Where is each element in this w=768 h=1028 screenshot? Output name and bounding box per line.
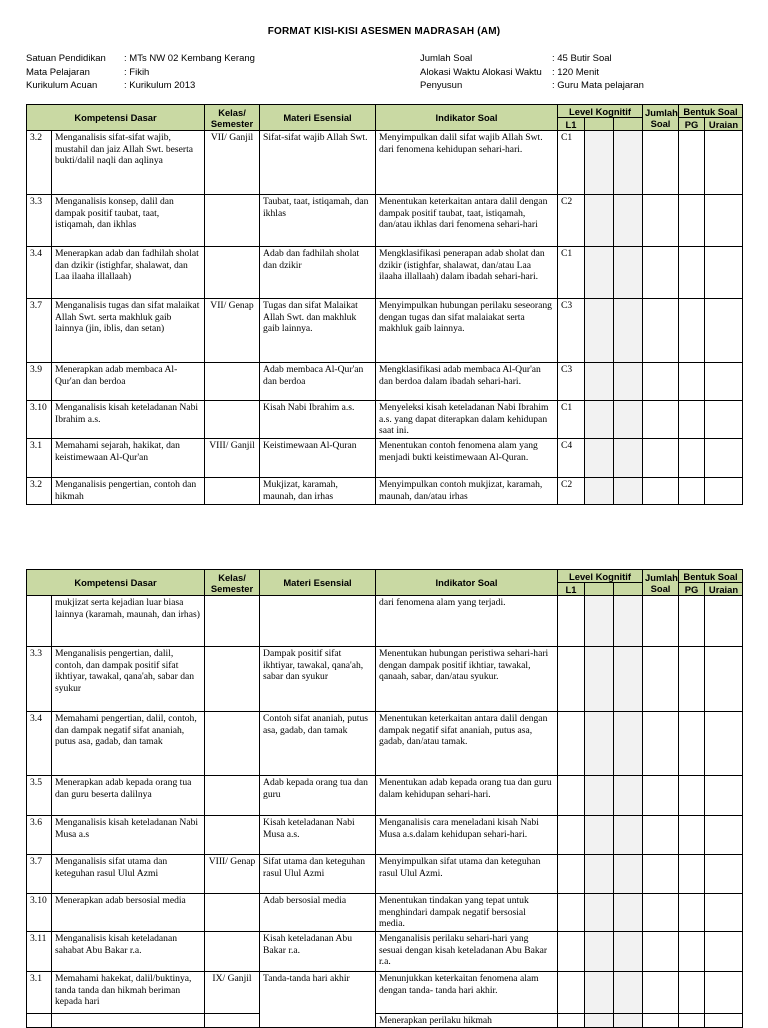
kompetensi-dasar-cell: Menganalisis kisah keteladanan sahabat Abu Bakar r.a. xyxy=(52,932,205,972)
level-l2-cell xyxy=(585,855,614,894)
table-row xyxy=(27,596,743,647)
materi-esensial-cell: Adab dan fadhilah sholat dan dzikir xyxy=(260,247,376,299)
header-l2-blank xyxy=(585,118,614,131)
table-row xyxy=(27,131,743,195)
meta-satuan: Satuan Pendidikan : MTs NW 02 Kembang Kerang xyxy=(26,53,255,64)
jumlah-soal-cell xyxy=(643,596,679,647)
level-l2-cell xyxy=(585,816,614,855)
table-row xyxy=(27,247,743,299)
level-l1-cell: C3 xyxy=(558,299,585,363)
table-row xyxy=(27,855,743,894)
kd-number: 3.10 xyxy=(27,894,52,932)
table-row xyxy=(27,478,743,505)
materi-esensial-cell: Kisah keteladanan Nabi Musa a.s. xyxy=(260,816,376,855)
indikator-soal-cell: Menentukan keterkaitan antara dalil dengan dampak negatif sifat ananiah, putus asa, gadab, dan/atau tamak. xyxy=(376,712,558,776)
header-l1: L1 xyxy=(558,583,585,596)
indikator-soal-cell: Menyimpulkan sifat utama dan keteguhan rasul Ulul Azmi. xyxy=(376,855,558,894)
kelas-semester-cell: VIII/ Ganjil xyxy=(205,439,260,478)
level-l1-cell: C2 xyxy=(558,195,585,247)
kd-number: 3.9 xyxy=(27,363,52,401)
header-uraian: Uraian xyxy=(705,118,743,131)
materi-esensial-cell: Mukjizat, karamah, maunah, dan irhas xyxy=(260,478,376,505)
header-indikator-soal: Indikator Soal xyxy=(376,105,558,131)
kompetensi-dasar-cell: Menganalisis kisah keteladanan Nabi Musa a.s xyxy=(52,816,205,855)
document-title: FORMAT KISI-KISI ASESMEN MADRASAH (AM) xyxy=(267,26,501,37)
materi-esensial-cell: Tugas dan sifat Malaikat Allah Swt. dan makhluk gaib lainnya. xyxy=(260,299,376,363)
header-level-kognitif: Level Kognitif xyxy=(558,570,643,583)
header-bentuk-soal: Bentuk Soal xyxy=(679,105,743,118)
table-row xyxy=(27,972,743,1014)
meta-jumlah-soal: Jumlah Soal : 45 Butir Soal xyxy=(420,53,612,64)
level-l2-cell xyxy=(585,439,614,478)
pg-cell xyxy=(679,247,705,299)
level-l1-cell: C4 xyxy=(558,439,585,478)
jumlah-soal-cell xyxy=(643,816,679,855)
table-row xyxy=(27,816,743,855)
kisi-kisi-table-2 xyxy=(26,569,743,1028)
jumlah-soal-cell xyxy=(643,299,679,363)
meta-kurikulum: Kurikulum Acuan : Kurikulum 2013 xyxy=(26,80,196,91)
jumlah-soal-cell xyxy=(643,195,679,247)
level-l2-cell xyxy=(585,972,614,1014)
meta-left xyxy=(26,52,255,93)
kd-number: 3.3 xyxy=(27,195,52,247)
pg-cell xyxy=(679,776,705,816)
header-bentuk-soal: Bentuk Soal xyxy=(679,570,743,583)
level-l2-cell xyxy=(585,131,614,195)
table-row xyxy=(27,647,743,712)
level-l3-cell xyxy=(614,972,643,1014)
pg-cell xyxy=(679,647,705,712)
kelas-semester-cell xyxy=(205,247,260,299)
kd-number xyxy=(27,596,52,647)
pg-cell xyxy=(679,299,705,363)
jumlah-soal-cell xyxy=(643,855,679,894)
materi-esensial-cell: Kisah keteladanan Abu Bakar r.a. xyxy=(260,932,376,972)
indikator-soal-cell: Menyimpulkan hubungan perilaku seseorang dengan tugas dan sifat malaiakat serta makhluk gaib lainnya. xyxy=(376,299,558,363)
level-l2-cell xyxy=(585,1014,614,1028)
kelas-semester-cell: VII/ Genap xyxy=(205,299,260,363)
meta-right xyxy=(420,52,644,93)
level-l1-cell xyxy=(558,972,585,1014)
pg-cell xyxy=(679,712,705,776)
uraian-cell xyxy=(705,478,743,505)
kd-number: 3.11 xyxy=(27,932,52,972)
level-l2-cell xyxy=(585,894,614,932)
materi-esensial-cell: Sifat-sifat wajib Allah Swt. xyxy=(260,131,376,195)
kelas-semester-cell xyxy=(205,363,260,401)
indikator-soal-cell: Menentukan tindakan yang tepat untuk menghindari dampak negatif bersosial media. xyxy=(376,894,558,932)
kd-number: 3.6 xyxy=(27,816,52,855)
materi-esensial-cell: Sifat utama dan keteguhan rasul Ulul Azmi xyxy=(260,855,376,894)
pg-cell xyxy=(679,932,705,972)
level-l3-cell xyxy=(614,932,643,972)
kelas-semester-cell xyxy=(205,1014,260,1028)
kelas-semester-cell xyxy=(205,776,260,816)
kompetensi-dasar-cell: Menganalisis kisah keteladanan Nabi Ibrahim a.s. xyxy=(52,401,205,439)
kompetensi-dasar-cell: mukjizat serta kejadian luar biasa lainnya (karamah, maunah, dan irhas) xyxy=(52,596,205,647)
level-l1-cell: C3 xyxy=(558,363,585,401)
uraian-cell xyxy=(705,596,743,647)
jumlah-soal-cell xyxy=(643,478,679,505)
kompetensi-dasar-cell: Menganalisis sifat-sifat wajib, mustahil dan jaiz Allah Swt. beserta bukti/dalil naqli dan aqlinya xyxy=(52,131,205,195)
kompetensi-dasar-cell: Menganalisis pengertian, contoh dan hikmah xyxy=(52,478,205,505)
jumlah-soal-cell xyxy=(643,712,679,776)
materi-esensial-cell: Adab membaca Al-Qur'an dan berdoa xyxy=(260,363,376,401)
level-l3-cell xyxy=(614,131,643,195)
level-l3-cell xyxy=(614,247,643,299)
pg-cell xyxy=(679,401,705,439)
kompetensi-dasar-cell xyxy=(52,1014,205,1028)
kd-number: 3.1 xyxy=(27,439,52,478)
uraian-cell xyxy=(705,647,743,712)
level-l1-cell: C1 xyxy=(558,131,585,195)
kelas-semester-cell xyxy=(205,401,260,439)
level-l1-cell xyxy=(558,894,585,932)
uraian-cell xyxy=(705,299,743,363)
header-kompetensi-dasar: Kompetensi Dasar xyxy=(27,105,205,131)
kelas-semester-cell xyxy=(205,932,260,972)
materi-esensial-cell: Taubat, taat, istiqamah, dan ikhlas xyxy=(260,195,376,247)
indikator-soal-cell: Menentukan adab kepada orang tua dan guru dalam kehidupan sehari-hari. xyxy=(376,776,558,816)
jumlah-soal-cell xyxy=(643,439,679,478)
kd-number: 3.1 xyxy=(27,972,52,1014)
level-l1-cell xyxy=(558,932,585,972)
indikator-soal-cell: Menyimpulkan contoh mukjizat, karamah, maunah, dan/atau irhas xyxy=(376,478,558,505)
table-row xyxy=(27,439,743,478)
materi-esensial-cell: Keistimewaan Al-Quran xyxy=(260,439,376,478)
kd-number xyxy=(27,1014,52,1028)
kelas-semester-cell xyxy=(205,816,260,855)
kd-number: 3.5 xyxy=(27,776,52,816)
pg-cell xyxy=(679,131,705,195)
kd-number: 3.2 xyxy=(27,478,52,505)
header-materi-esensial: Materi Esensial xyxy=(260,105,376,131)
header-jumlah-soal: Jumlah Soal xyxy=(643,105,679,131)
level-l1-cell xyxy=(558,596,585,647)
table-row xyxy=(27,299,743,363)
header-pg: PG xyxy=(679,583,705,596)
uraian-cell xyxy=(705,247,743,299)
uraian-cell xyxy=(705,776,743,816)
level-l1-cell xyxy=(558,647,585,712)
kompetensi-dasar-cell: Menganalisis pengertian, dalil, contoh, dan dampak positif sifat ikhtiyar, tawakal, qana'ah, sabar dan syukur xyxy=(52,647,205,712)
level-l3-cell xyxy=(614,1014,643,1028)
jumlah-soal-cell xyxy=(643,401,679,439)
table-row xyxy=(27,363,743,401)
pg-cell xyxy=(679,972,705,1014)
uraian-cell xyxy=(705,712,743,776)
kd-number: 3.10 xyxy=(27,401,52,439)
uraian-cell xyxy=(705,363,743,401)
table-row xyxy=(27,1014,743,1028)
pg-cell xyxy=(679,1014,705,1028)
kompetensi-dasar-cell: Memahami pengertian, dalil, contoh, dan dampak negatif sifat ananiah, putus asa, gadab, dan tamak xyxy=(52,712,205,776)
pg-cell xyxy=(679,363,705,401)
level-l3-cell xyxy=(614,855,643,894)
pg-cell xyxy=(679,816,705,855)
table-row xyxy=(27,195,743,247)
level-l2-cell xyxy=(585,195,614,247)
pg-cell xyxy=(679,596,705,647)
header-kelas-semester: Kelas/ Semester xyxy=(205,105,260,131)
jumlah-soal-cell xyxy=(643,247,679,299)
level-l3-cell xyxy=(614,195,643,247)
level-l2-cell xyxy=(585,363,614,401)
kelas-semester-cell xyxy=(205,195,260,247)
level-l1-cell xyxy=(558,1014,585,1028)
header-l3-blank xyxy=(614,583,643,596)
kompetensi-dasar-cell: Menerapkan adab dan fadhilah sholat dan dzikir (istighfar, shalawat, dan Laa ilaaha illallaah) xyxy=(52,247,205,299)
jumlah-soal-cell xyxy=(643,972,679,1014)
kelas-semester-cell: VIII/ Genap xyxy=(205,855,260,894)
indikator-soal-cell: Menunjukkan keterkaitan fenomena alam dengan tanda- tanda hari akhir. xyxy=(376,972,558,1014)
header-kompetensi-dasar: Kompetensi Dasar xyxy=(27,570,205,596)
materi-esensial-cell: Adab bersosial media xyxy=(260,894,376,932)
level-l3-cell xyxy=(614,401,643,439)
kompetensi-dasar-cell: Menganalisis sifat utama dan keteguhan rasul Ulul Azmi xyxy=(52,855,205,894)
level-l2-cell xyxy=(585,932,614,972)
meta-penyusun: Penyusun : Guru Mata pelajaran xyxy=(420,80,644,91)
uraian-cell xyxy=(705,1014,743,1028)
kelas-semester-cell: VII/ Ganjil xyxy=(205,131,260,195)
header-l2-blank xyxy=(585,583,614,596)
level-l1-cell: C1 xyxy=(558,401,585,439)
indikator-soal-cell: dari fenomena alam yang terjadi. xyxy=(376,596,558,647)
uraian-cell xyxy=(705,816,743,855)
jumlah-soal-cell xyxy=(643,894,679,932)
jumlah-soal-cell xyxy=(643,1014,679,1028)
kompetensi-dasar-cell: Menganalisis konsep, dalil dan dampak positif taubat, taat, istiqamah, dan ikhlas xyxy=(52,195,205,247)
level-l1-cell xyxy=(558,855,585,894)
jumlah-soal-cell xyxy=(643,131,679,195)
level-l2-cell xyxy=(585,647,614,712)
level-l3-cell xyxy=(614,478,643,505)
materi-esensial-cell: Tanda-tanda hari akhir xyxy=(260,972,376,1014)
kd-number: 3.4 xyxy=(27,712,52,776)
level-l3-cell xyxy=(614,596,643,647)
uraian-cell xyxy=(705,972,743,1014)
materi-esensial-cell xyxy=(260,596,376,647)
uraian-cell xyxy=(705,131,743,195)
kd-number: 3.7 xyxy=(27,855,52,894)
header-l3-blank xyxy=(614,118,643,131)
meta-alokasi-waktu: Alokasi Waktu Alokasi Waktu : 120 Menit xyxy=(420,66,599,78)
level-l3-cell xyxy=(614,776,643,816)
header-kelas-semester: Kelas/ Semester xyxy=(205,570,260,596)
kelas-semester-cell xyxy=(205,596,260,647)
level-l1-cell xyxy=(558,816,585,855)
uraian-cell xyxy=(705,195,743,247)
pg-cell xyxy=(679,894,705,932)
level-l1-cell xyxy=(558,776,585,816)
indikator-soal-cell: Menyeleksi kisah keteladanan Nabi Ibrahim a.s. yang dapat diterapkan dalam kehidupan saat ini. xyxy=(376,401,558,439)
level-l2-cell xyxy=(585,478,614,505)
level-l2-cell xyxy=(585,776,614,816)
uraian-cell xyxy=(705,439,743,478)
kelas-semester-cell xyxy=(205,712,260,776)
header-level-kognitif: Level Kognitif xyxy=(558,105,643,118)
table-row xyxy=(27,894,743,932)
pg-cell xyxy=(679,478,705,505)
header-uraian: Uraian xyxy=(705,583,743,596)
kelas-semester-cell xyxy=(205,647,260,712)
level-l2-cell xyxy=(585,299,614,363)
level-l1-cell: C1 xyxy=(558,247,585,299)
level-l1-cell: C2 xyxy=(558,478,585,505)
kd-number: 3.7 xyxy=(27,299,52,363)
level-l1-cell xyxy=(558,712,585,776)
level-l3-cell xyxy=(614,816,643,855)
header-materi-esensial: Materi Esensial xyxy=(260,570,376,596)
table-row xyxy=(27,401,743,439)
kompetensi-dasar-cell: Menerapkan adab membaca Al- Qur'an dan berdoa xyxy=(52,363,205,401)
level-l2-cell xyxy=(585,247,614,299)
kd-number: 3.3 xyxy=(27,647,52,712)
pg-cell xyxy=(679,855,705,894)
materi-esensial-cell: Adab kepada orang tua dan guru xyxy=(260,776,376,816)
level-l3-cell xyxy=(614,712,643,776)
pg-cell xyxy=(679,439,705,478)
table-row xyxy=(27,712,743,776)
kd-number: 3.2 xyxy=(27,131,52,195)
indikator-soal-cell: Menentukan contoh fenomena alam yang menjadi bukti keistimewaan Al-Quran. xyxy=(376,439,558,478)
header-l1: L1 xyxy=(558,118,585,131)
jumlah-soal-cell xyxy=(643,932,679,972)
materi-esensial-cell xyxy=(260,1014,376,1028)
indikator-soal-cell: Menyimpulkan dalil sifat wajib Allah Swt. dari fenomena kehidupan sehari-hari. xyxy=(376,131,558,195)
level-l3-cell xyxy=(614,363,643,401)
pg-cell xyxy=(679,195,705,247)
meta-mapel: Mata Pelajaran : Fikih xyxy=(26,66,150,78)
kd-number: 3.4 xyxy=(27,247,52,299)
uraian-cell xyxy=(705,855,743,894)
kompetensi-dasar-cell: Menerapkan adab kepada orang tua dan guru beserta dalilnya xyxy=(52,776,205,816)
kompetensi-dasar-cell: Menerapkan adab bersosial media xyxy=(52,894,205,932)
level-l3-cell xyxy=(614,299,643,363)
level-l3-cell xyxy=(614,439,643,478)
jumlah-soal-cell xyxy=(643,776,679,816)
jumlah-soal-cell xyxy=(643,363,679,401)
indikator-soal-cell: Mengklasifikasi penerapan adab sholat dan dzikir (istighfar, shalawat, dan/atau Laa ilaaha illallaah) dalam ibadah sehari-hari. xyxy=(376,247,558,299)
header-indikator-soal: Indikator Soal xyxy=(376,570,558,596)
table-row xyxy=(27,932,743,972)
indikator-soal-cell: Mengklasifikasi adab membaca Al-Qur'an dan berdoa dalam ibadah sehari-hari. xyxy=(376,363,558,401)
level-l2-cell xyxy=(585,596,614,647)
header-pg: PG xyxy=(679,118,705,131)
indikator-soal-cell: Menganalisis perilaku sehari-hari yang sesuai dengan kisah keteladanan Abu Bakar r.a. xyxy=(376,932,558,972)
materi-esensial-cell: Dampak positif sifat ikhtiyar, tawakal, qana'ah, sabar dan syukur xyxy=(260,647,376,712)
kelas-semester-cell xyxy=(205,894,260,932)
kompetensi-dasar-cell: Menganalisis tugas dan sifat malaikat Allah Swt. serta makhluk gaib lainnya (jin, iblis, dan setan) xyxy=(52,299,205,363)
indikator-soal-cell: Menerapkan perilaku hikmah xyxy=(376,1014,558,1028)
uraian-cell xyxy=(705,401,743,439)
kelas-semester-cell xyxy=(205,478,260,505)
kelas-semester-cell: IX/ Ganjil xyxy=(205,972,260,1014)
uraian-cell xyxy=(705,932,743,972)
indikator-soal-cell: Menentukan keterkaitan antara dalil dengan dampak positif taubat, taat, istiqamah, dan/atau ikhlas dari fenomena sehari-hari xyxy=(376,195,558,247)
uraian-cell xyxy=(705,894,743,932)
level-l2-cell xyxy=(585,401,614,439)
materi-esensial-cell: Contoh sifat ananiah, putus asa, gadab, dan tamak xyxy=(260,712,376,776)
indikator-soal-cell: Menganalisis cara meneladani kisah Nabi Musa a.s.dalam kehidupan sehari-hari. xyxy=(376,816,558,855)
header-jumlah-soal: Jumlah Soal xyxy=(643,570,679,596)
level-l2-cell xyxy=(585,712,614,776)
level-l3-cell xyxy=(614,894,643,932)
jumlah-soal-cell xyxy=(643,647,679,712)
materi-esensial-cell: Kisah Nabi Ibrahim a.s. xyxy=(260,401,376,439)
kisi-kisi-table-1 xyxy=(26,104,743,505)
level-l3-cell xyxy=(614,647,643,712)
table-row xyxy=(27,776,743,816)
kompetensi-dasar-cell: Memahami sejarah, hakikat, dan keistimewaan Al-Qur'an xyxy=(52,439,205,478)
kompetensi-dasar-cell: Memahami hakekat, dalil/buktinya, tanda tanda dan hikmah beriman kepada hari xyxy=(52,972,205,1014)
indikator-soal-cell: Menentukan hubungan peristiwa sehari-hari dengan dampak positif ikhtiar, tawakal, qanaah, sabar, dan/atau syukur. xyxy=(376,647,558,712)
